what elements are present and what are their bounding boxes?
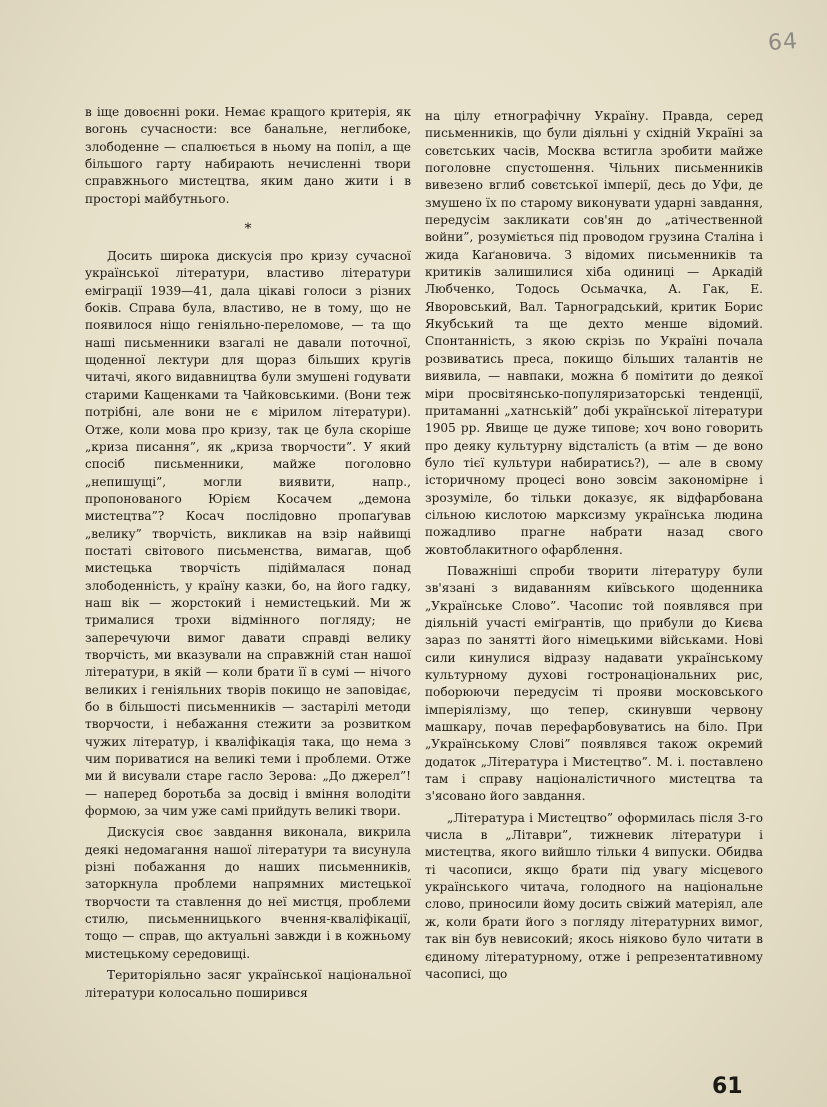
paragraph-ukrainske-slovo: Поважніші спроби творити літературу були зв'язані з видаванням київського щоденника „Українське Слово”. Часопис той появлявся при діяльній участі еміґрантів, що прибули до Києва зараз по занятті його німецькими військами. Нові сили кинулися відразу надавати українському культурному духові гостронаціональних рис, поборюючи передусім ті прояви московського імперіялізму, що тепер, скинувши червону машкару, почав перефарбовуватись на біло. При „Українському Слові” появлявся також окремий додаток „Література і Мистецтво”. М. і. поставлено там і справу націоналістичного мистецтва та з'ясовано його завдання. bbox=[425, 563, 763, 804]
paragraph-discussion-result: Дискусія своє завдання виконала, викрила деякі недомагання нашої літератури та висунула різні побажання до наших письменників, заторкнула проблеми напрямних мистецької творчости та ставлення до неї мистця, проблеми стилю, письменницького вчення-кваліфікації, тощо — справ, що актуальні завжди і в кожньому мистецькому середовищі. bbox=[85, 825, 411, 961]
handwritten-page-number: 64 bbox=[767, 28, 799, 57]
paragraph-crisis-discussion: Досить широка дискусія про кризу сучасної української літератури, властиво літератури еміграції 1939—41, дала цікаві голоси з різних боків. Справа була, властиво, не в тому, що не появилося ніщо геніяльно-переломове, — та що наші письменники взагалі не давали поточної, щоденної лектури для щораз більших кругів читачі, якого видавництва були змушені годувати старими Кащенками та Чайковськими. (Вони теж потрібні, але вони не є мірилом літератури). Отже, коли мова про кризу, так це була скоріше „криза писання”, як „криза творчости”. У який спосіб письменники, майже поголовно „непишущі”, могли виявити, напр., пропонованого Юрієм Косачем „демона мистецтва”? Косач послідовно пропаґував „велику” творчість, викликав на взір найвищі постаті світового письменства, вимагав, щоб мистецька творчість підіймалася понад злободенність, у країну казки, бо, на його гадку, наш вік — жорстокий і немистецький. Ми ж трималися трохи відмінного погляду; не заперечуючи вимог давати справді велику творчість, ми вказували на справжній стан нашої літератури, в якій — коли брати її в сумі — нічого великих і геніяльних творів покищо не заповідає, бо в більшості письменників — застарілі методи творчости, і небажання стежити за розвитком чужих літератур, і кваліфікація така, що нема з чим пориватися на великі теми і проблеми. Отже ми й висували старе гасло Зерова: „До джерел”! — наперед боротьба за досвід і вміння володіти формою, за чим уже самі прийдуть великі твори. bbox=[85, 249, 411, 819]
page-number: 61 bbox=[712, 1074, 743, 1099]
paragraph-territorial-scope: Територіяльно засяг української національної літератури колосально поширився bbox=[85, 968, 411, 1000]
paragraph-ethnographic-ukraine: на цілу етнографічну Україну. Правда, серед письменників, що були діяльні у східній Україні за совєтських часів, Москва встигла зробити майже поголовне спустошення. Чільних письменників вивезено вглиб совєтської імперії, десь до Уфи, де змушено їх по старому виконувати ударні завдання, передусім закликати сов'ян до „атічественной войни”, розуміється під проводом грузина Сталіна і жида Каґановича. З відомих письменників та критиків залишилися хіба одиниці — Аркадій Любченко, Тодось Осьмачка, А. Гак, Е. Яворовський, Вал. Тарноградський, критик Борис Якубський та ще дехто менше відомий. Спонтанність, з якою скрізь по Україні почала розвиватись преса, покищо більших талантів не виявила, — навпаки, можна б помітити до деякої міри просвітянсько-популяризаторські тенденції, притаманні „хатнській” добі української літератури 1905 рр. Явище це дуже типове; хоч воно говорить про деяку культурну відсталість (а втім — де воно було тієї культури набиратись?), — але в свому історичному процесі воно зовсім закономірне і зрозуміле, бо тільки доказує, як відфарбована сільною кислотою марксизму українська людина пожадливо прагне набрати назад свого жовтоблакитного офарблення. bbox=[425, 109, 763, 557]
left-column bbox=[85, 104, 411, 1002]
section-separator-asterisk: * bbox=[244, 221, 252, 238]
right-column bbox=[425, 108, 763, 983]
paragraph-intro-end: в іще довоєнні роки. Немає кращого критерія, як вогонь сучасности: все банальне, неглибоке, злободенне — спалюється в ньому на попіл, а ще більшого гарту набирають нечисленні твори справжнього мистецтва, яким дано жити і в просторі майбутнього. bbox=[85, 105, 411, 206]
paragraph-litavry: „Література і Мистецтво” оформилась після 3-го числа в „Літаври”, тижневик літератури і мистецтва, якого вийшло тільки 4 випуски. Обидва ті часописи, якщо брати під увагу місцевого українського читача, голодного на національне слово, приносили йому досить свіжий матеріял, але ж, коли брати його з погляду літературних вимог, так він був невисокий; якось ніяково було читати в єдиному літературному, отже і репрезентативному часописі, що bbox=[425, 810, 763, 981]
